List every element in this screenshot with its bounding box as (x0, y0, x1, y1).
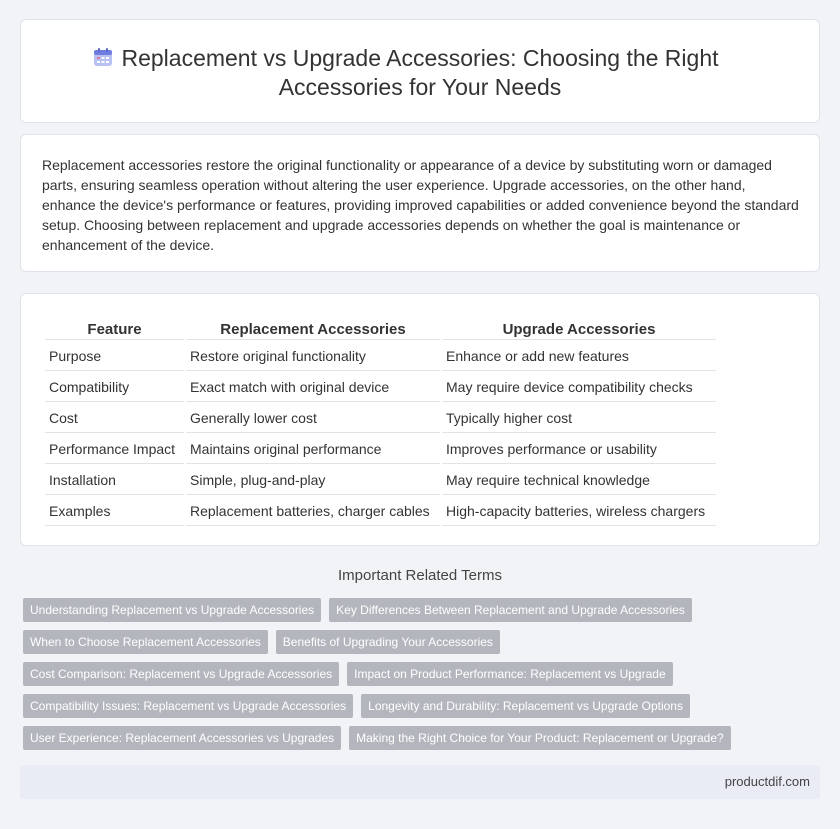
table-cell: May require device compatibility checks (442, 373, 716, 402)
table-row (45, 342, 716, 371)
page-title (21, 44, 819, 102)
related-term-tag[interactable]: User Experience: Replacement Accessories vs Upgrades (23, 726, 341, 750)
header-card (20, 19, 820, 123)
table-cell: Exact match with original device (186, 373, 440, 402)
tag-row (23, 726, 803, 750)
table-header-row (45, 318, 716, 340)
table-cell: Purpose (45, 342, 184, 371)
table-cell: Restore original functionality (186, 342, 440, 371)
related-term-tag[interactable]: Compatibility Issues: Replacement vs Upgrade Accessories (23, 694, 353, 718)
table-row (45, 435, 716, 464)
table-row (45, 497, 716, 526)
related-terms-tags (23, 598, 803, 758)
related-term-tag[interactable]: Key Differences Between Replacement and Upgrade Accessories (329, 598, 692, 622)
tag-row (23, 662, 803, 686)
table-cell: Examples (45, 497, 184, 526)
related-term-tag[interactable]: Benefits of Upgrading Your Accessories (276, 630, 500, 654)
table-cell: Typically higher cost (442, 404, 716, 433)
table-cell: May require technical knowledge (442, 466, 716, 495)
table-cell: Compatibility (45, 373, 184, 402)
page-title-line-2: Accessories for Your Needs (278, 74, 562, 100)
summary-card (20, 134, 820, 272)
tag-row (23, 630, 803, 654)
table-cell: Maintains original performance (186, 435, 440, 464)
related-term-tag[interactable]: Understanding Replacement vs Upgrade Accessories (23, 598, 321, 622)
summary-text: Replacement accessories restore the original functionality or appearance of a device by substituting worn or damaged parts, ensuring seamless operation without altering the user experience. Upgrade accessories, on the other hand, enhance the device's performance or features, providing improved capabilities or added convenience beyond the standard setup. Choosing between replacement and upgrade accessories depends on whether the goal is maintenance or enhancement of the device. (42, 157, 799, 253)
related-term-tag[interactable]: Making the Right Choice for Your Product: Replacement or Upgrade? (349, 726, 731, 750)
table-cell: Generally lower cost (186, 404, 440, 433)
related-term-tag[interactable]: When to Choose Replacement Accessories (23, 630, 268, 654)
table-row (45, 373, 716, 402)
table-cell: Enhance or add new features (442, 342, 716, 371)
table-cell: Replacement batteries, charger cables (186, 497, 440, 526)
column-header-feature: Feature (45, 318, 184, 340)
table-row (45, 404, 716, 433)
related-term-tag[interactable]: Impact on Product Performance: Replacement vs Upgrade (347, 662, 672, 686)
related-term-tag[interactable]: Longevity and Durability: Replacement vs Upgrade Options (361, 694, 690, 718)
related-terms-title: Important Related Terms (338, 567, 502, 584)
page-title-line-1: Replacement vs Upgrade Accessories: Choosing the Right (121, 45, 719, 71)
footer (20, 765, 820, 799)
table-cell: High-capacity batteries, wireless chargers (442, 497, 716, 526)
footer-site-link[interactable]: productdif.com (724, 774, 810, 789)
related-term-tag[interactable]: Cost Comparison: Replacement vs Upgrade Accessories (23, 662, 339, 686)
column-header-replacement: Replacement Accessories (186, 318, 440, 340)
table-cell: Installation (45, 466, 184, 495)
comparison-table-card (20, 293, 820, 546)
table-cell: Simple, plug-and-play (186, 466, 440, 495)
table-row (45, 466, 716, 495)
table-cell: Improves performance or usability (442, 435, 716, 464)
column-header-upgrade: Upgrade Accessories (442, 318, 716, 340)
tag-row (23, 598, 803, 622)
table-cell: Cost (45, 404, 184, 433)
comparison-table (43, 316, 718, 528)
table-cell: Performance Impact (45, 435, 184, 464)
tag-row (23, 694, 803, 718)
